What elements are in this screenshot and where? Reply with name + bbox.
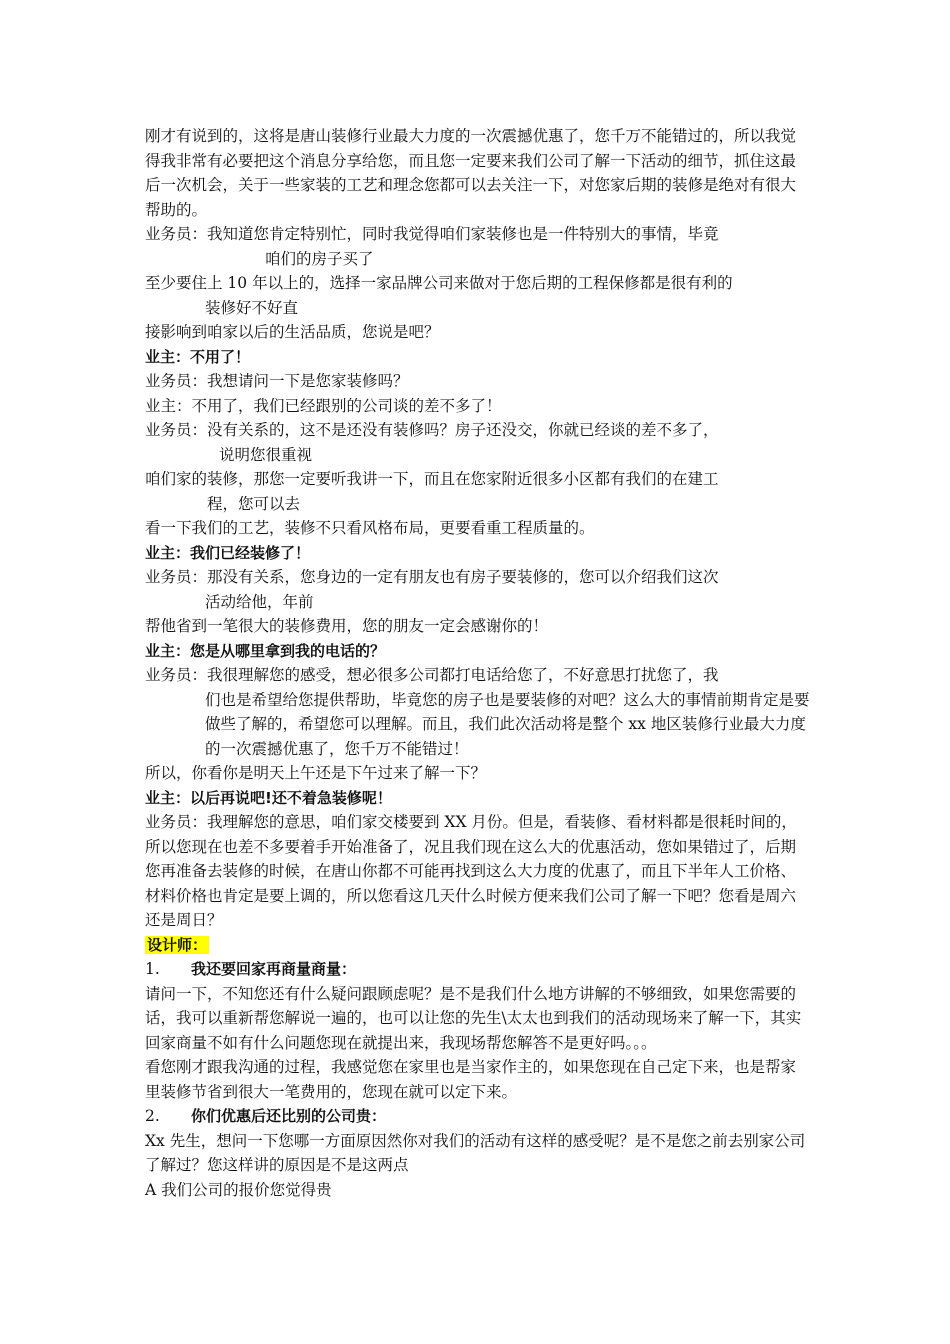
paragraph-salesman-10 xyxy=(145,663,810,761)
paragraph-salesman-6 xyxy=(145,467,810,516)
document-page xyxy=(145,124,810,1202)
owner-heading-2: 业主：我们已经装修了！ xyxy=(145,543,311,562)
owner-heading-4: 业主：以后再说吧!还不着急装修呢！ xyxy=(145,788,392,807)
designer-heading xyxy=(145,933,810,958)
paragraph-salesman-4: 业务员：我想请问一下是您家装修吗？ xyxy=(145,372,409,390)
question-2 xyxy=(145,1104,810,1129)
paragraph-intro: 刚才有说到的，这将是唐山装修行业最大力度的一次震撼优惠了，您千万不能错过的，所以我觉得我非常有必要把这个消息分享给您，而且您一定要来我们公司了解一下活动的细节，抓住这最后一次机会，关于一些家装的工艺和理念您都可以去关注一下，对您家后期的装修是绝对有很大帮助的。 xyxy=(145,127,797,219)
question-title: 我还要回家再商量商量： xyxy=(191,960,357,978)
paragraph-salesman-9: 帮他省到一笔很大的装修费用，您的朋友一定会感谢你的！ xyxy=(145,617,549,635)
list-number: 2. xyxy=(145,1107,160,1125)
owner-heading-1: 业主：不用了！ xyxy=(145,347,251,366)
paragraph-salesman-3: 接影响到咱家以后的生活品质，您说是吧？ xyxy=(145,323,440,341)
paragraph-salesman-8 xyxy=(145,565,810,614)
text-line: 装修好不好直 xyxy=(205,298,299,317)
paragraph-designer-2: 看您刚才跟我沟通的过程，我感觉您在家里也是当家作主的，如果您现在自己定下来，也是帮家里装修节省到很大一笔费用的，您现在就可以定下来。 xyxy=(145,1058,797,1101)
paragraph-salesman-2 xyxy=(145,271,810,320)
question-title: 你们优惠后还比别的公司贵： xyxy=(191,1107,387,1125)
text-line: 程，您可以去 xyxy=(207,494,301,513)
text-line: 活动给他，年前 xyxy=(205,592,314,611)
text-line: 至少要住上 10 年以上的，选择一家品牌公司来做对于您后期的工程保修都是很有利的 xyxy=(145,274,733,292)
paragraph-designer-3: Xx 先生，想问一下您哪一方面原因然你对我们的活动有这样的感受呢？是不是您之前去别家公司了解过？您这样讲的原因是不是这两点 xyxy=(145,1131,806,1174)
text-line: 说明您很重视 xyxy=(219,445,313,464)
paragraph-salesman-12: 业务员：我理解您的意思，咱们家交楼要到 XX 月份。但是，看装修、看材料都是很耗时间的，所以您现在也差不多要着手开始准备了，况且我们现在这么大的优惠活动，您如果错过了，后期您再准备去装修的时候，在唐山你都不可能再找到这么大力度的优惠了，而且下半年人工价格、材料价格也肯定是要上调的，所以您看这几天什么时候方便来我们公司了解一下吧？您看是周六还是周日？ xyxy=(145,813,797,929)
paragraph-salesman-11: 所以，你看你是明天上午还是下午过来了解一下？ xyxy=(145,764,487,782)
text-line: 业务员：我很理解您的感受，想必很多公司都打电话给您了，不好意思打扰您了，我 xyxy=(145,666,719,684)
paragraph-designer-1: 请问一下，不知您还有什么疑问跟顾虑呢？是不是我们什么地方讲解的不够细致，如果您需要的话，我可以重新帮您解说一遍的，也可以让您的先生\太太也到我们的活动现场来了解一下，其实回家商量不如有什么问题您现在就提出来，我现场帮您解答不是更好吗。。。 xyxy=(145,984,802,1052)
paragraph-salesman-7: 看一下我们的工艺，装修不只看风格布局，更要看重工程质量的。 xyxy=(145,519,595,537)
designer-label: 设计师： xyxy=(147,935,208,954)
text-line: 咱们家的装修，那您一定要听我讲一下，而且在您家附近很多小区都有我们的在建工 xyxy=(145,470,719,488)
owner-heading-3: 业主：您是从哪里拿到我的电话的？ xyxy=(145,641,386,660)
paragraph-salesman-1 xyxy=(145,222,810,271)
text-line: 业务员：那没有关系，您身边的一定有朋友也有房子要装修的，您可以介绍我们这次 xyxy=(145,568,719,586)
text-line: 业务员：我知道您肯定特别忙，同时我觉得咱们家装修也是一件特别大的事情，毕竟 xyxy=(145,225,719,243)
paragraph-designer-4: A 我们公司的报价您觉得贵 xyxy=(145,1180,332,1199)
list-number: 1. xyxy=(145,960,160,978)
text-line: 业务员：没有关系的，这不是还没有装修吗？房子还没交，你就已经谈的差不多了， xyxy=(145,421,719,439)
question-1 xyxy=(145,957,810,982)
text-line: 咱们的房子买了 xyxy=(265,249,374,268)
paragraph-salesman-5 xyxy=(145,418,810,467)
paragraph-owner-1: 业主：不用了，我们已经跟别的公司谈的差不多了！ xyxy=(145,396,502,415)
text-line: 们也是希望给您提供帮助，毕竟您的房子也是要装修的对吧？这么大的事情前期肯定是要做些了解的，希望您可以理解。而且，我们此次活动将是整个 xx 地区装修行业最大力度的一次震撼优惠了，您千万不能错过！ xyxy=(205,690,810,758)
